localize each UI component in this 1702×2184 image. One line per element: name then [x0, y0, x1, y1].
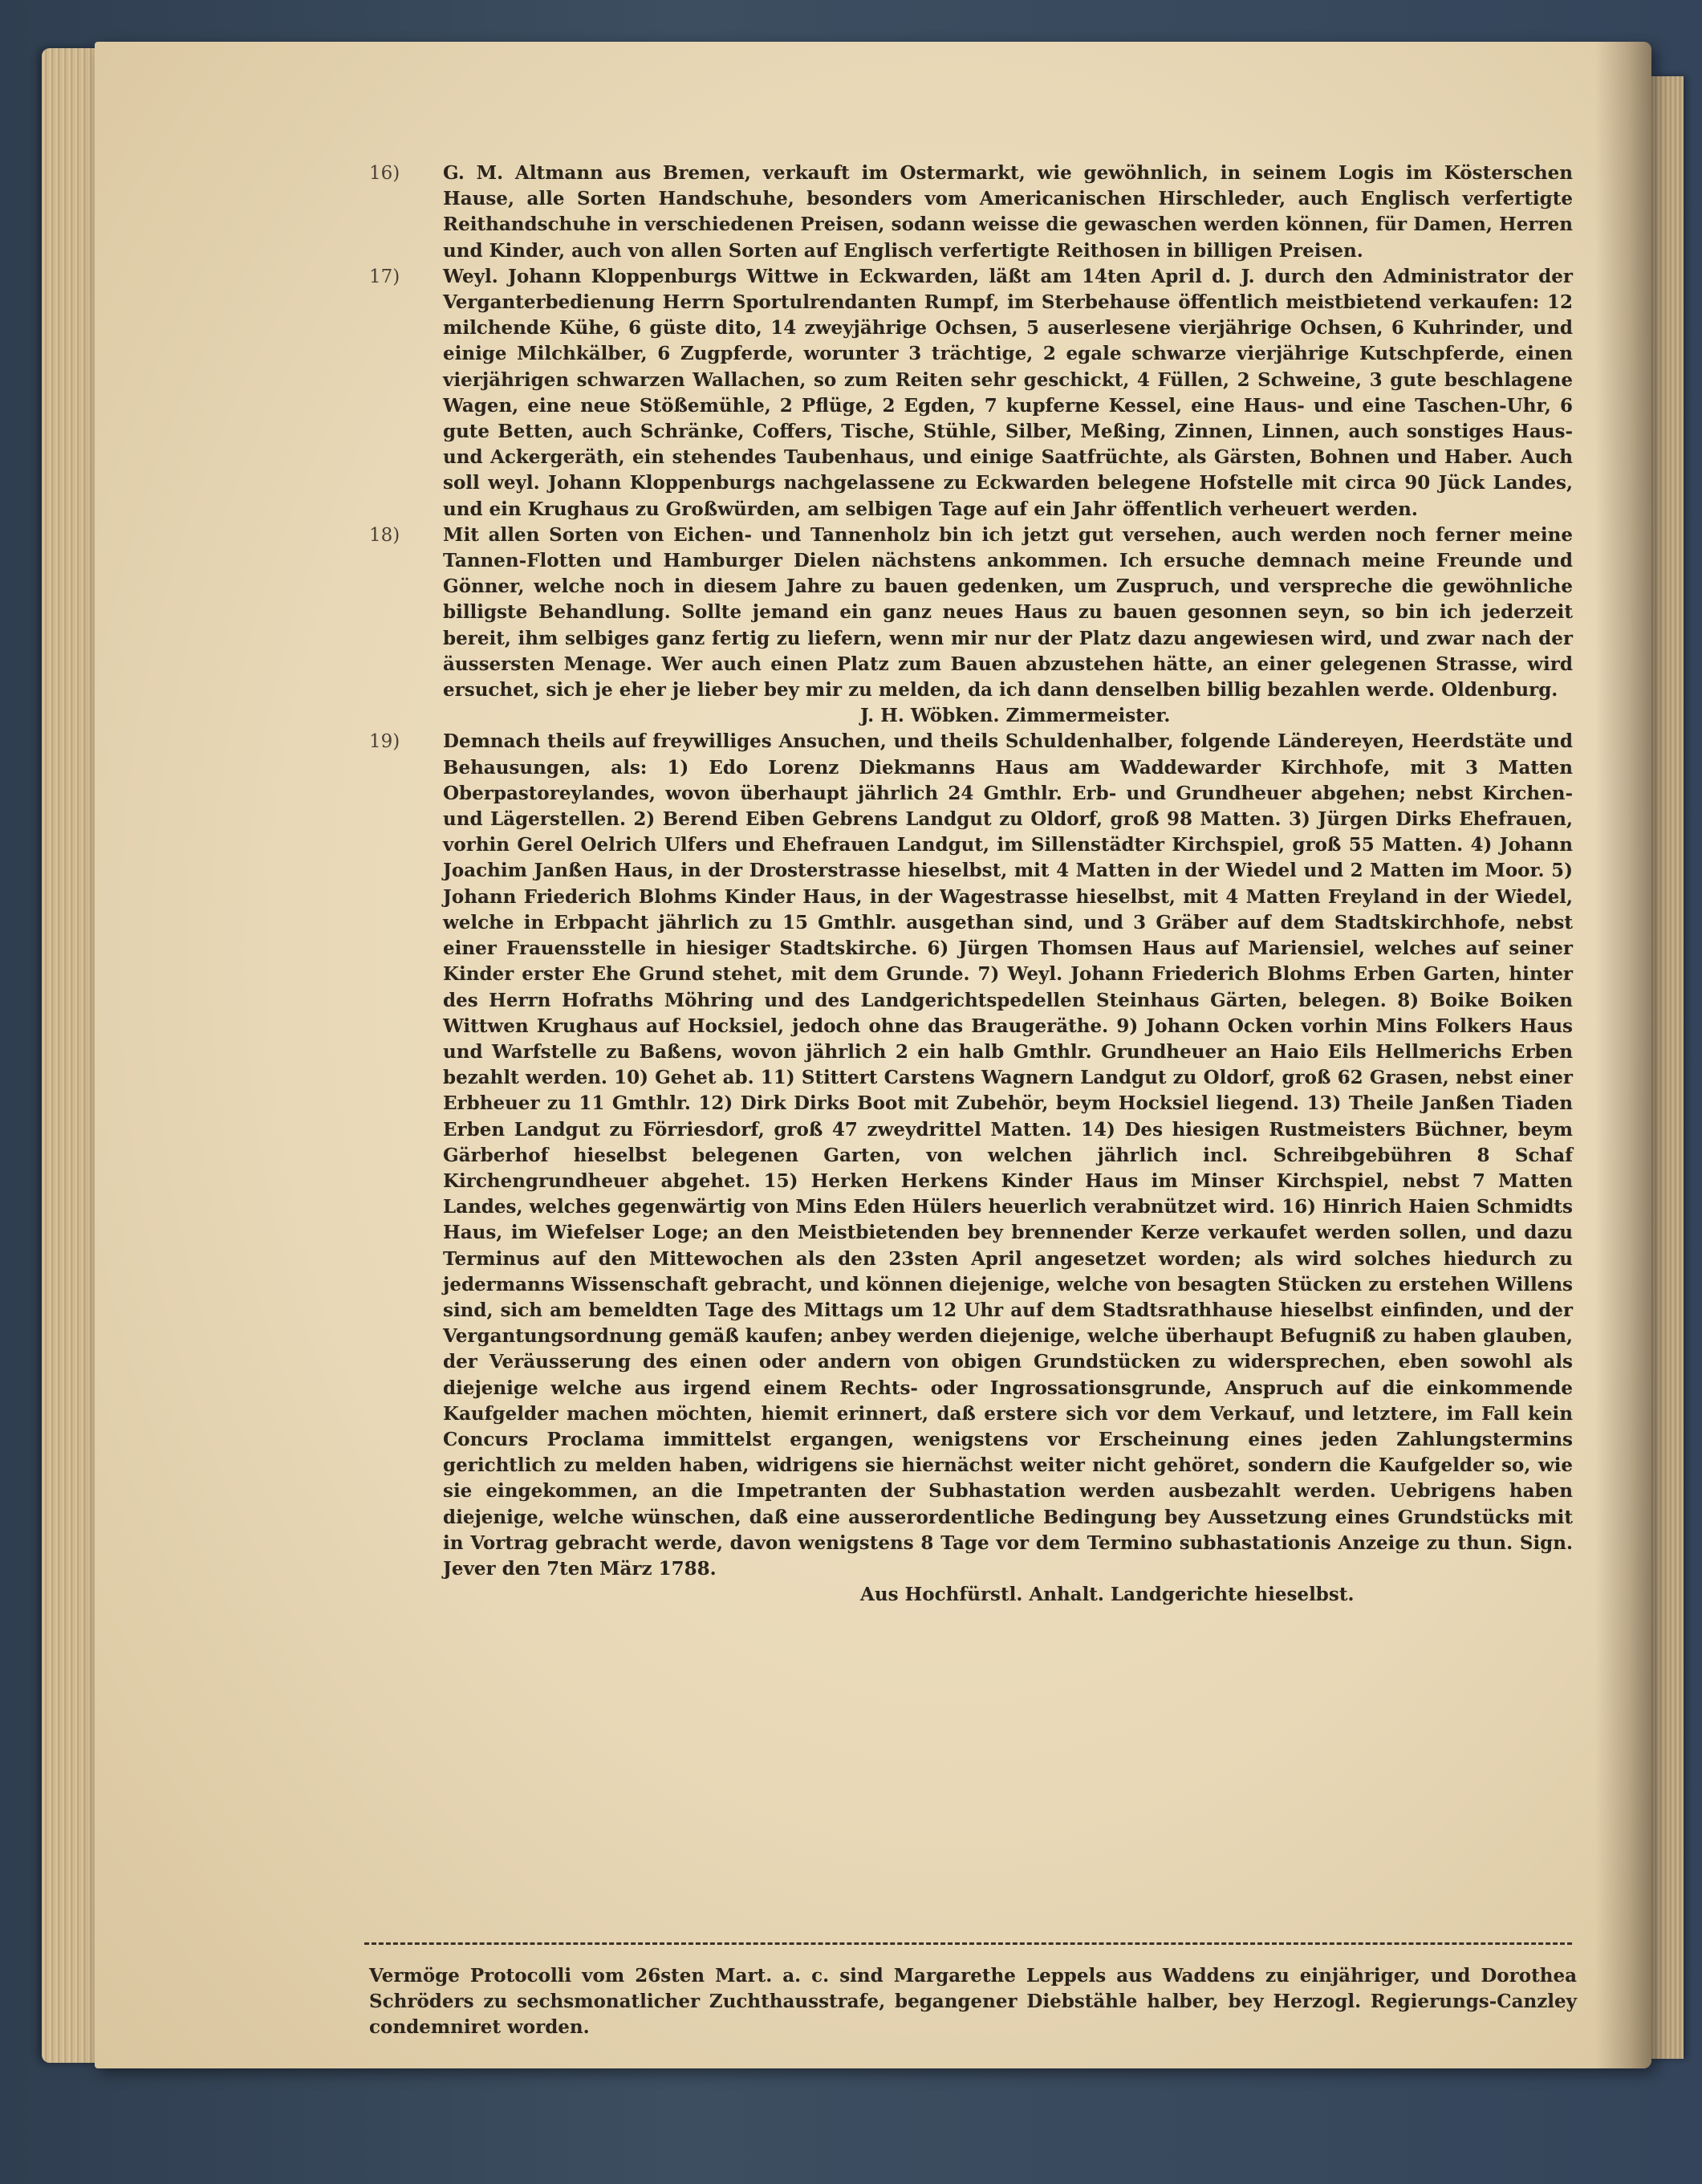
page-text-column [369, 161, 1573, 1608]
entry-signature: J. H. Wöbken. Zimmermeister. [860, 705, 1171, 727]
entry-number: 18) [369, 524, 400, 546]
binding-edge [1651, 76, 1684, 2059]
entry-text: G. M. Altmann aus Bremen, verkauft im Ostermarkt, wie gewöhnlich, in seinem Logis im Kösterschen Hause, alle Sorten Handschuhe, besonders vom Americanischen Hirschleder, auch Englisch verfertigte Reithandschuhe in verschiedenen Preisen, sodann weisse die gewaschen werden können, für Damen, Herren und Kinder, auch von allen Sorten auf Englisch verfertigte Reithosen in billigen Preisen. [443, 162, 1573, 262]
entry-number: 19) [369, 731, 400, 753]
entry-17 [369, 264, 1573, 523]
entry-number: 17) [369, 266, 400, 287]
section-divider [364, 1942, 1572, 1945]
court-notice: Vermöge Protocolli vom 26sten Mart. a. c. sind Margarethe Leppels aus Waddens zu einjähriger, und Dorothea Schröders zu sechsmonatlicher Zuchthausstrafe, begangener Diebstähle halber, bey Herzogl. Regierungs-Canzley condemniret worden. [369, 1965, 1577, 2038]
entry-16 [369, 161, 1573, 264]
entry-signature: Aus Hochfürstl. Anhalt. Landgerichte hieselbst. [860, 1584, 1355, 1606]
entry-19 [369, 729, 1573, 1582]
entry-text: Weyl. Johann Kloppenburgs Wittwe in Eckwarden, läßt am 14ten April d. J. durch den Administrator der Verganterbedienung Herrn Sportulrendanten Rumpf, im Sterbehause öffentlich meistbietend verkaufen: 12 milchende Kühe, 6 güste dito, 14 zweyjährige Ochsen, 5 auserlesene vierjährige Ochsen, 6 Kuhrinder, und einige Milchkälber, 6 Zugpferde, worunter 3 trächtige, 2 egale schwarze vierjährige Kutschpferde, einen vierjährigen schwarzen Wallachen, so zum Reiten sehr geschickt, 4 Füllen, 2 Schweine, 3 gute beschlagene Wagen, eine neue Stößemühle, 2 Pflüge, 2 Egden, 7 kupferne Kessel, eine Haus- und eine Taschen-Uhr, 6 gute Betten, auch Schränke, Coffers, Tische, Stühle, Silber, Meßing, Zinnen, Linnen, auch sonstiges Haus- und Ackergeräth, ein stehendes Taubenhaus, und einige Saatfrüchte, als Gärsten, Bohnen und Haber. Auch soll weyl. Johann Kloppenburgs nachgelassene zu Eckwarden belegene Hofstelle mit circa 90 Jück Landes, und ein Krughaus zu Großwürden, am selbigen Tage auf ein Jahr öffentlich verheuert werden. [443, 265, 1573, 520]
entry-text: Mit allen Sorten von Eichen- und Tannenholz bin ich jetzt gut versehen, auch werden noch ferner meine Tannen-Flotten und Hamburger Dielen nächstens ankommen. Ich ersuche demnach meine Freunde und Gönner, welche noch in diesem Jahre zu bauen gedenken, um Zuspruch, und verspreche die gewöhnliche billigste Behandlung. Sollte jemand ein ganz neues Haus zu bauen gesonnen seyn, so bin ich jederzeit bereit, ihm selbiges ganz fertig zu liefern, wenn mir nur der Platz dazu angewiesen wird, und zwar nach der äussersten Menage. Wer auch einen Platz zum Bauen abzustehen hätte, an einer gelegenen Strasse, wird ersuchet, sich je eher je lieber bey mir zu melden, da ich dann denselben billig bezahlen werde. Oldenburg. [443, 523, 1573, 702]
entry-text: Demnach theils auf freywilliges Ansuchen, und theils Schuldenhalber, folgende Ländereyen, Heerdstäte und Behausungen, als: 1) Edo Lorenz Diekmanns Haus am Waddewarder Kirchhofe, mit 3 Matten Oberpastoreylandes, wovon überhaupt jährlich 24 Gmthlr. Erb- und Grundheuer abgehen; nebst Kirchen- und Lägerstellen. 2) Berend Eiben Gebrens Landgut zu Oldorf, groß 98 Matten. 3) Jürgen Dirks Ehefrauen, vorhin Gerel Oelrich Ulfers und Ehefrauen Landgut, im Sillenstädter Kirchspiel, groß 55 Matten. 4) Johann Joachim Janßen Haus, in der Drosterstrasse hieselbst, mit 4 Matten in der Wiedel und 2 Matten im Moor. 5) Johann Friederich Blohms Kinder Haus, in der Wagestrasse hieselbst, mit 4 Matten Freyland in der Wiedel, welche in Erbpacht jährlich zu 15 Gmthlr. ausgethan sind, und 3 Gräber auf dem Stadtskirchhofe, nebst einer Frauensstelle in hiesiger Stadtskirche. 6) Jürgen Thomsen Haus auf Mariensiel, welches auf seiner Kinder erster Ehe Grund stehet, mit dem Grunde. 7) Weyl. Johann Friederich Blohms Erben Garten, hinter des Herrn Hofraths Möhring und des Landgerichtspedellen Steinhaus Gärten, belegen. 8) Boike Boiken Wittwen Krughaus auf Hocksiel, jedoch ohne das Braugeräthe. 9) Johann Ocken vorhin Mins Folkers Haus und Warfstelle zu Baßens, wovon jährlich 2 ein halb Gmthlr. Grundheuer an Haio Eils Hellmerichs Erben bezahlt werden. 10) Gehet ab. 11) Stittert Carstens Wagnern Landgut zu Oldorf, groß 62 Grasen, nebst einer Erbheuer zu 11 Gmthlr. 12) Dirk Dirks Boot mit Zubehör, beym Hocksiel liegend. 13) Theile Janßen Tiaden Erben Landgut zu Förriesdorf, groß 47 zweydrittel Matten. 14) Des hiesigen Rustmeisters Büchner, beym Gärberhof hieselbst belegenen Garten, von welchen jährlich incl. Schreibgebühren 8 Schaf Kirchengrundheuer abgehet. 15) Herken Herkens Kinder Haus im Minser Kirchspiel, nebst 7 Matten Landes, welches gegenwärtig von Mins Eden Hülers heuerlich verabnützet wird. 16) Hinrich Haien Schmidts Haus, im Wiefelser Loge; an den Meistbietenden bey brennender Kerze verkaufet werden sollen, und dazu Terminus auf den Mittewochen als den 23sten April angesetzet worden; als wird solches hiedurch zu jedermanns Wissenschaft gebracht, und können diejenige, welche von besagten Stücken zu erstehen Willens sind, sich am bemeldten Tage des Mittags um 12 Uhr auf dem Stadtsrathhause hieselbst einfinden, und der Vergantungsordnung gemäß kaufen; anbey werden diejenige, welche überhaupt Befugniß zu haben glauben, der Veräusserung des einen oder andern von obigen Grundstücken zu widersprechen, eben sowohl als diejenige welche aus irgend einem Rechts- oder Ingrossationsgrunde, Anspruch auf die einkommende Kaufgelder machen möchten, hiemit erinnert, daß erstere sich vor dem Verkauf, und letztere, im Fall kein Concurs Proclama immittelst ergangen, wenigstens vor Erscheinung eines jeden Zahlungstermins gerichtlich zu melden haben, widrigens sie hiernächst weiter nicht gehöret, sondern die Kaufgelder so, wie sie eingekommen, an die Impetranten der Subhastation werden ausbezahlt werden. Uebrigens haben diejenige, welche wünschen, daß eine ausserordentliche Bedingung bey Aussetzung eines Grundstücks mit in Vortrag gebracht werde, davon wenigstens 8 Tage vor dem Termino subhastationis Anzeige zu thun. Sign. Jever den 7ten März 1788. [443, 730, 1573, 1580]
entry-number: 16) [369, 163, 400, 184]
entry-18 [369, 523, 1573, 703]
gutter-shadow [1595, 42, 1651, 2068]
